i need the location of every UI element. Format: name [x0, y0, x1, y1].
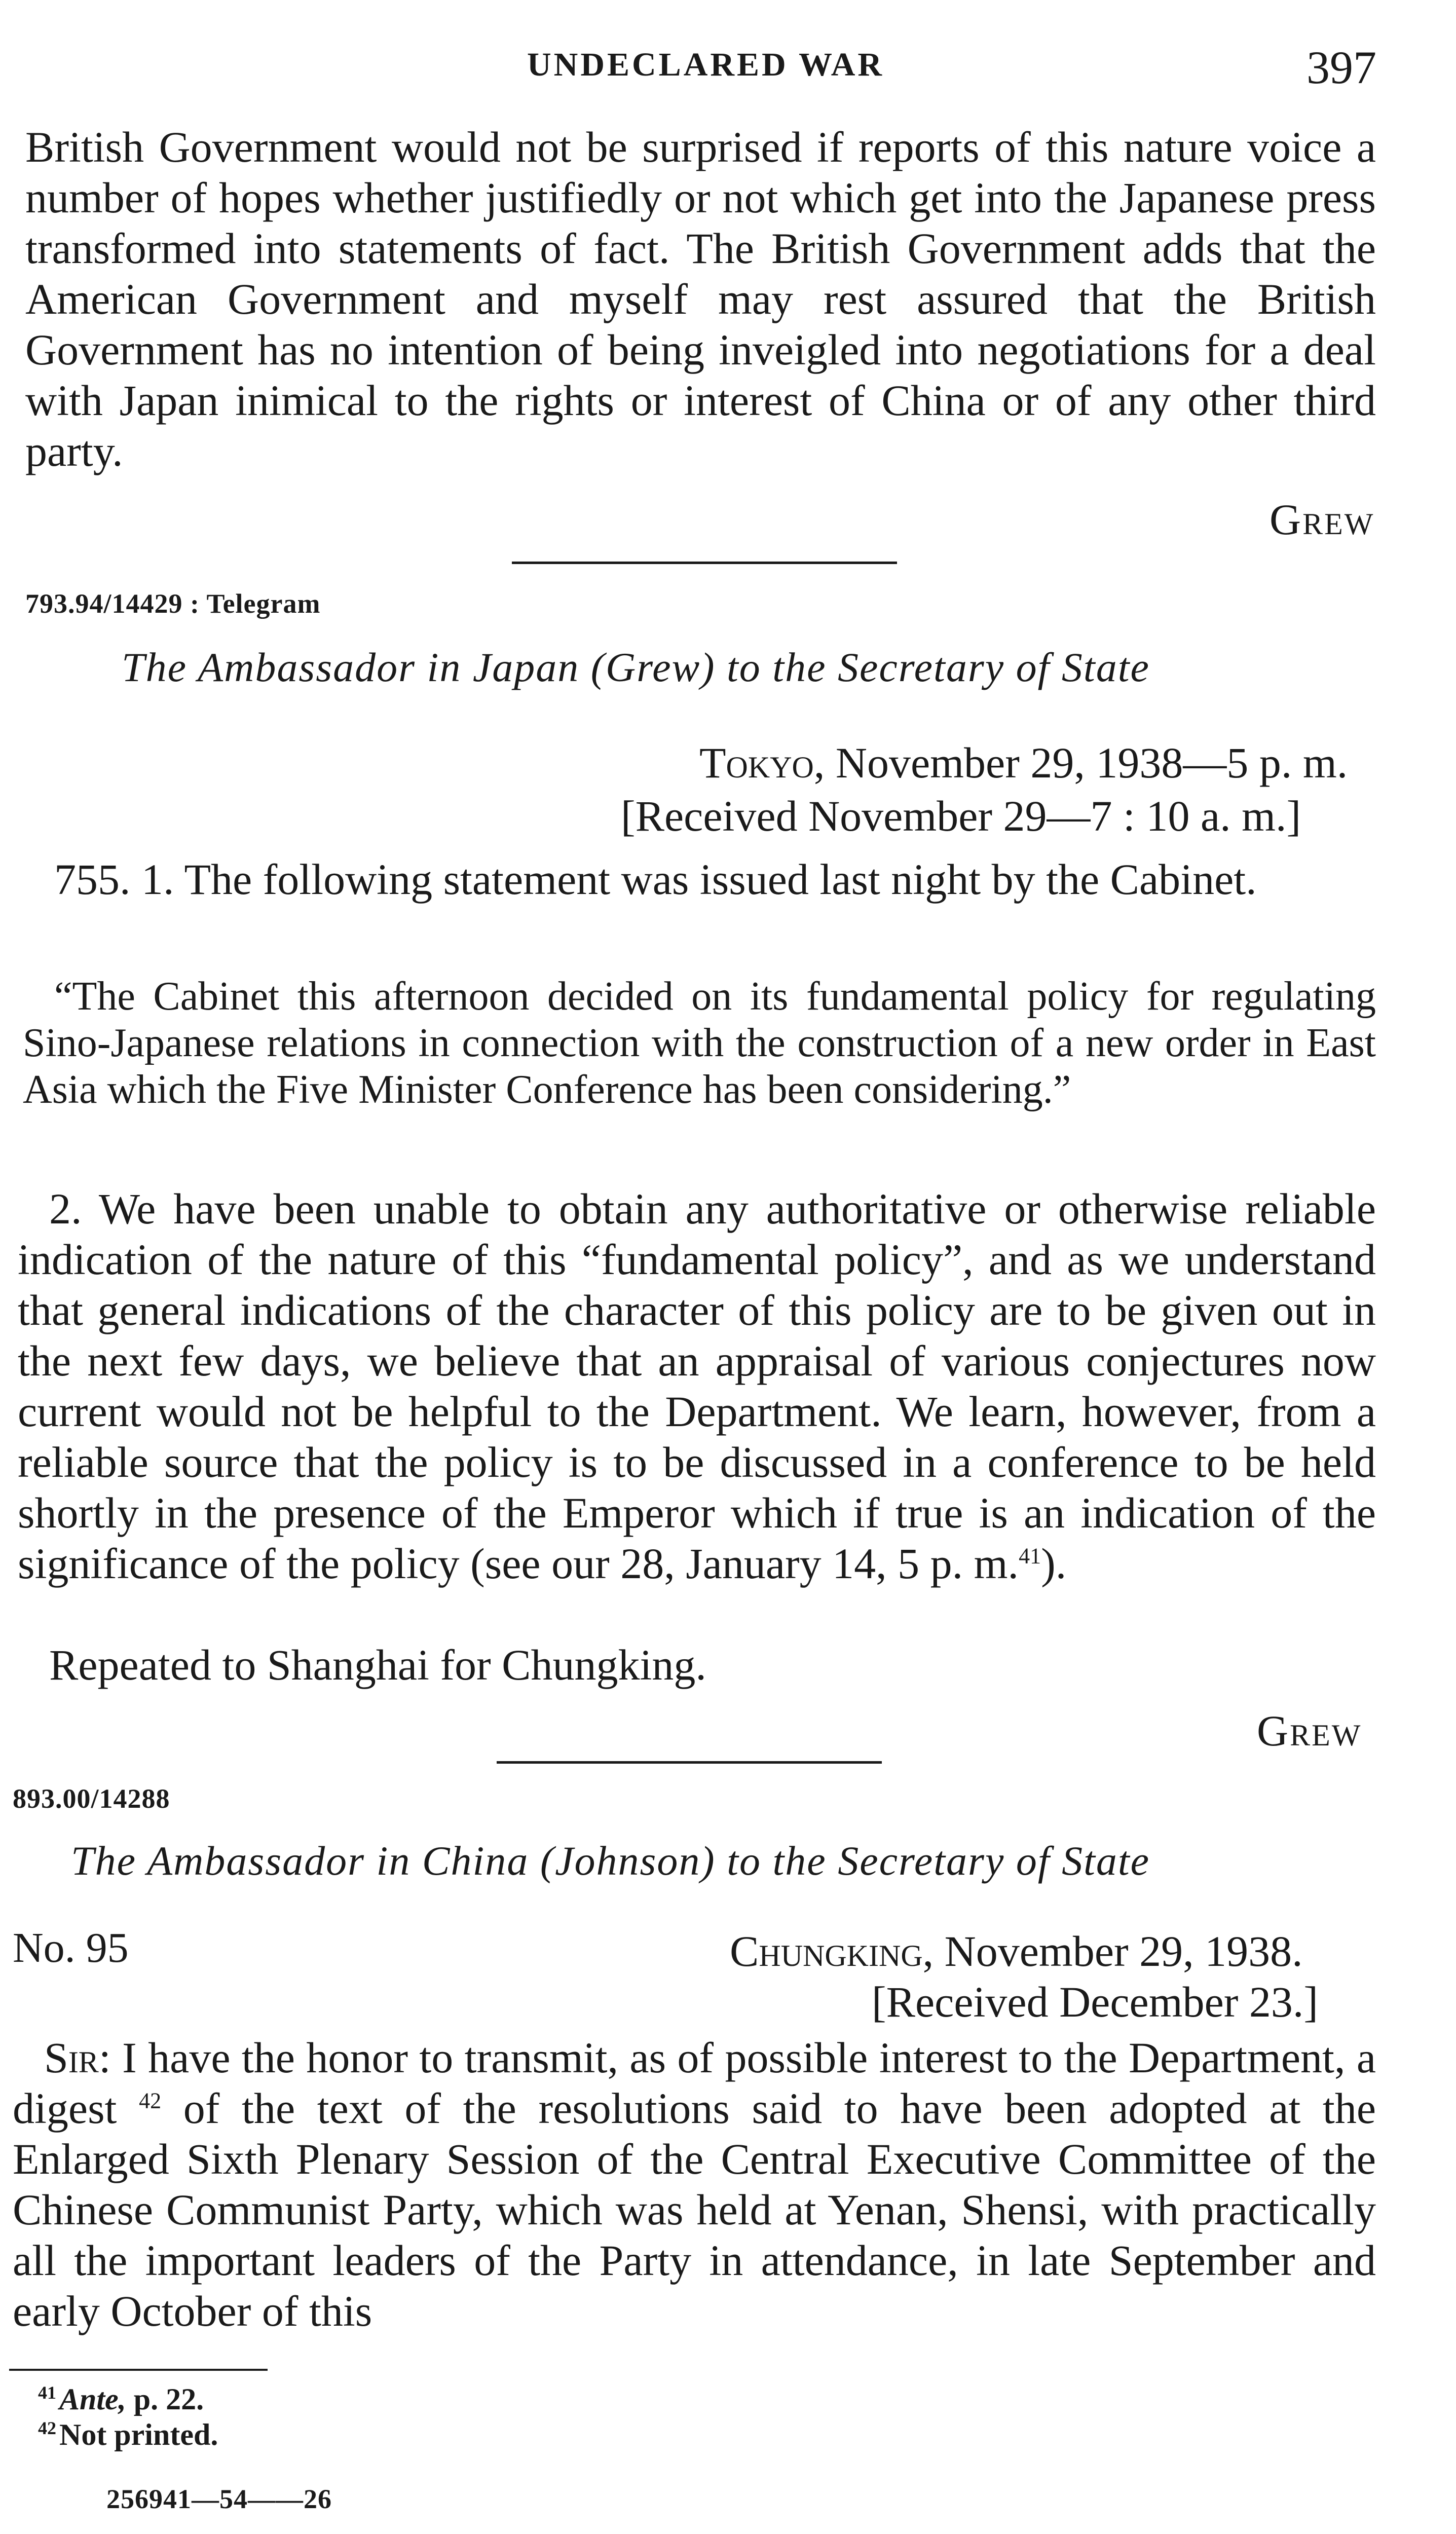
dateline-2 [730, 1926, 1303, 1977]
continuation-paragraph: British Government would not be surprised if reports of this nature voice a number of hopes whether justifiedly or not which get into the Japanese press transformed into statements of fact. The British Government adds that the American Government and myself may rest assured that the British Government has no intention of being inveigled into negotiations for a deal with Japan inimical to the rights or interest of China or of any other third party. [25, 123, 1376, 475]
telegram-paragraph-2-text: 2. We have been unable to obtain any authoritative or otherwise reliable indication of the nature of this “fundamental policy”, and as we understand that general indications of the character of this policy are to be given out in the next few days, we believe that an appraisal of various conjectures now current would not be helpful to the Department. We learn, however, from a reliable source that the policy is to be discussed in a conference to be held shortly in the presence of the Emperor which if true is an indication of the significance of the policy (see our 28, January 14, 5 p. m. [18, 1184, 1376, 1588]
cabinet-statement-quote: “The Cabinet this afternoon decided on its fundamental policy for regulating Sino-Japanese relations in connection with the construction of a new order in East Asia which the Five Minister Conference has been considering.” [23, 974, 1376, 1112]
footnote-mark: 41 [38, 2382, 56, 2403]
footnote-mark: 42 [38, 2418, 56, 2438]
dateline-date-1: November 29, 1938—5 p. m. [825, 738, 1348, 787]
dateline-place-2: Chungking, [730, 1927, 934, 1976]
signature-grew-2: Grew [1257, 1706, 1362, 1755]
printing-code: 256941—54——26 [106, 2484, 332, 2514]
telegram-paragraph-2-end: ). [1041, 1539, 1067, 1588]
running-head [0, 41, 1456, 96]
footnote-rule [9, 2369, 268, 2371]
footnote-ref-41: 41 [1019, 1543, 1041, 1569]
signature-grew-1: Grew [1270, 495, 1375, 544]
section-divider-2 [497, 1761, 882, 1764]
telegram-paragraph-3: Repeated to Shanghai for Chungking. [49, 1641, 706, 1689]
footnote-41 [38, 2382, 204, 2417]
dispatch-number: No. 95 [13, 1924, 129, 1971]
file-reference-2: 893.00/14288 [13, 1783, 170, 1814]
telegram-paragraph-1: 755. 1. The following statement was issued last night by the Cabinet. [54, 855, 1257, 904]
page-number: 397 [1306, 42, 1376, 93]
received-line-2: [Received December 23.] [872, 1978, 1319, 2026]
footnote-ref-42: 42 [139, 2088, 162, 2113]
dateline-place-1: Tokyo, [699, 738, 825, 787]
dispatch-body-text-b: of the text of the resolutions said to have been adopted at the Enlarged Sixth Plenary Session of the Central Executive Committee of the Chinese Communist Party, which was held at Yenan, Shensi, with practically all the important leaders of the Party in attendance, in late September and early October of this [13, 2084, 1376, 2335]
telegram-paragraph-2 [18, 1183, 1376, 1589]
document-heading-2: The Ambassador in China (Johnson) to the Secretary of State [71, 1838, 1150, 1884]
footnote-text: p. 22. [126, 2382, 204, 2416]
file-reference-1: 793.94/14429 : Telegram [25, 588, 321, 619]
dateline-date-2: November 29, 1938. [934, 1927, 1303, 1976]
dispatch-body-text-a: I have the honor to transmit, as of possible interest to the Department, a digest [13, 2033, 1376, 2133]
section-divider-1 [512, 562, 897, 564]
dateline-1 [699, 737, 1348, 788]
dispatch-body [13, 2032, 1376, 2336]
salutation: Sir: [44, 2033, 111, 2082]
footnote-text-italic: Ante, [59, 2382, 126, 2416]
footnote-42 [38, 2417, 218, 2452]
received-line-1: [Received November 29—7 : 10 a. m.] [621, 792, 1301, 840]
document-heading-1: The Ambassador in Japan (Grew) to the Secretary of State [122, 644, 1150, 690]
footnote-text: Not printed. [59, 2418, 218, 2451]
running-title: UNDECLARED WAR [527, 46, 885, 83]
